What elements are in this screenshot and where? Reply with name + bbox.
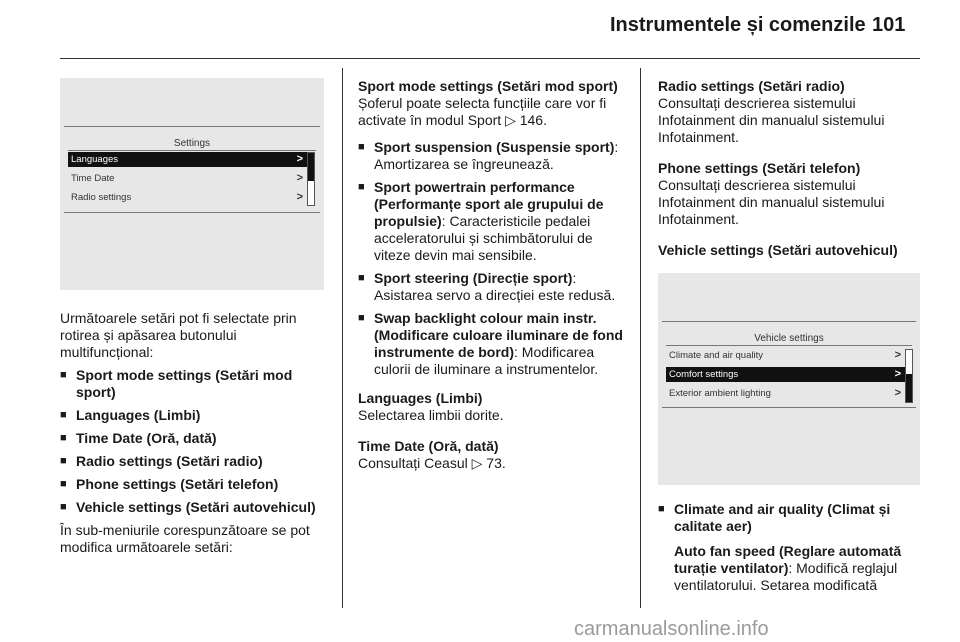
column-divider — [342, 68, 343, 608]
screen-item-label: Exterior ambient lighting — [669, 388, 771, 399]
section-text — [358, 455, 626, 472]
column-1 — [60, 78, 328, 566]
list-item: ■ Time Date (Oră, dată) — [60, 430, 328, 447]
list-item-desc: : Amortizarea se îngreunează. — [374, 139, 619, 172]
screen-item-radio-settings — [68, 190, 307, 205]
section-text — [658, 543, 922, 594]
screen-frame-bottom — [64, 212, 320, 213]
list-item-desc: : Caracteristicile pedalei acceleratorului și schimbătorului de viteze devin mai sensibile. — [374, 213, 593, 263]
list-item-term: Sport steering (Direcție sport) — [374, 270, 573, 286]
watermark: carmanualsonline.info — [574, 618, 769, 640]
list-item-desc: : Modificarea culorii de iluminare a instrumentelor. — [374, 344, 599, 377]
arrow-ref-icon: ▷ — [471, 455, 487, 471]
section-text — [358, 95, 626, 129]
chevron-right-icon: > — [296, 191, 303, 203]
screen-item-languages — [68, 152, 307, 167]
page-number: 101 — [872, 14, 906, 36]
list-item: ■ Sport mode settings (Setări mod sport) — [60, 367, 328, 401]
page-header-title: Instrumentele și comenzile — [610, 14, 866, 36]
chevron-right-icon: > — [894, 387, 901, 399]
list-item — [358, 179, 626, 264]
settings-screen-image — [60, 78, 324, 290]
section-heading: Radio settings (Setări radio) — [658, 78, 845, 94]
chevron-right-icon: > — [894, 368, 901, 380]
screen-scroll-thumb — [308, 153, 314, 181]
screen-title-rule — [68, 150, 316, 151]
screen-item-label: Languages — [71, 154, 119, 165]
section-text-body: Consultați Ceasul — [358, 455, 472, 471]
chevron-right-icon: > — [296, 153, 303, 165]
screen-item-time-date — [68, 171, 307, 186]
list-item — [358, 270, 626, 304]
list-item-term: Swap backlight colour main instr. (Modificare culoare iluminare de fond instrumente de bord) — [374, 310, 623, 360]
chevron-right-icon: > — [894, 349, 901, 361]
intro-text: Următoarele setări pot fi selectate prin rotirea și apăsarea butonului multifuncțional: — [60, 310, 297, 360]
screen-title-rule — [666, 345, 912, 346]
list-item: ■ Languages (Limbi) — [60, 407, 328, 424]
section-text: Consultați descrierea sistemului Infotainment din manualul sistemului Infotainment. — [658, 177, 885, 227]
list-item: ■ Phone settings (Setări telefon) — [60, 476, 328, 493]
screen-item-comfort — [666, 367, 905, 382]
list-item-term: Sport powertrain performance (Performanțe sport ale grupului de propulsie) — [374, 179, 604, 229]
column-3 — [658, 78, 922, 604]
section-heading: Sport mode settings (Setări mod sport) — [358, 78, 618, 94]
screen-item-label: Time Date — [71, 173, 115, 184]
screen-scroll-thumb — [906, 374, 912, 402]
chevron-right-icon: > — [296, 172, 303, 184]
arrow-ref-icon: ▷ — [505, 112, 520, 128]
screen-item-label: Climate and air quality — [669, 350, 763, 361]
list-item-desc: : Modifică reglajul ventilatorului. Setarea modificată — [674, 560, 898, 593]
column-2 — [358, 78, 626, 482]
page-reference: 146. — [519, 112, 547, 128]
header-divider — [60, 58, 920, 59]
section-text: Selectarea limbii dorite. — [358, 407, 504, 423]
section-heading: Vehicle settings (Setări autovehicul) — [658, 242, 898, 258]
screen-scrollbar — [307, 152, 315, 206]
screen-item-label: Radio settings — [71, 192, 132, 203]
list-item-desc: : Asistarea servo a direcției este redusă. — [374, 270, 616, 303]
section-heading: Languages (Limbi) — [358, 390, 483, 406]
page-reference: 73. — [486, 455, 506, 471]
screen-frame-bottom — [662, 407, 916, 408]
section-heading: Time Date (Oră, dată) — [358, 438, 499, 454]
screen-item-label: Comfort settings — [669, 369, 739, 380]
screen-frame-top — [662, 321, 916, 322]
section-text-body: Șoferul poate selecta funcțiile care vor fi activate în modul Sport — [358, 95, 607, 128]
list-item-term: Auto fan speed (Reglare automată turație ventilator) — [674, 543, 902, 576]
screen-frame-top — [64, 126, 320, 127]
vehicle-settings-screen-image — [658, 273, 920, 485]
list-item — [358, 139, 626, 173]
screen-item-exterior-lighting — [666, 386, 905, 401]
section-heading: Phone settings (Setări telefon) — [658, 160, 861, 176]
list-item — [358, 310, 626, 378]
screen-title: Settings — [173, 138, 211, 149]
screen-item-climate — [666, 348, 905, 363]
column-divider — [640, 68, 641, 608]
list-item-term: Sport suspension (Suspensie sport) — [374, 139, 615, 155]
list-item: ■ Climate and air quality (Climat și calitate aer) — [658, 501, 922, 535]
list-item: ■ Radio settings (Setări radio) — [60, 453, 328, 470]
list-item: ■ Vehicle settings (Setări autovehicul) — [60, 499, 328, 516]
screen-title: Vehicle settings — [754, 333, 824, 344]
outro-text: În sub-meniurile corespunzătoare se pot modifica următoarele setări: — [60, 522, 310, 555]
section-text: Consultați descrierea sistemului Infotainment din manualul sistemului Infotainment. — [658, 95, 885, 145]
screen-scrollbar — [905, 349, 913, 403]
